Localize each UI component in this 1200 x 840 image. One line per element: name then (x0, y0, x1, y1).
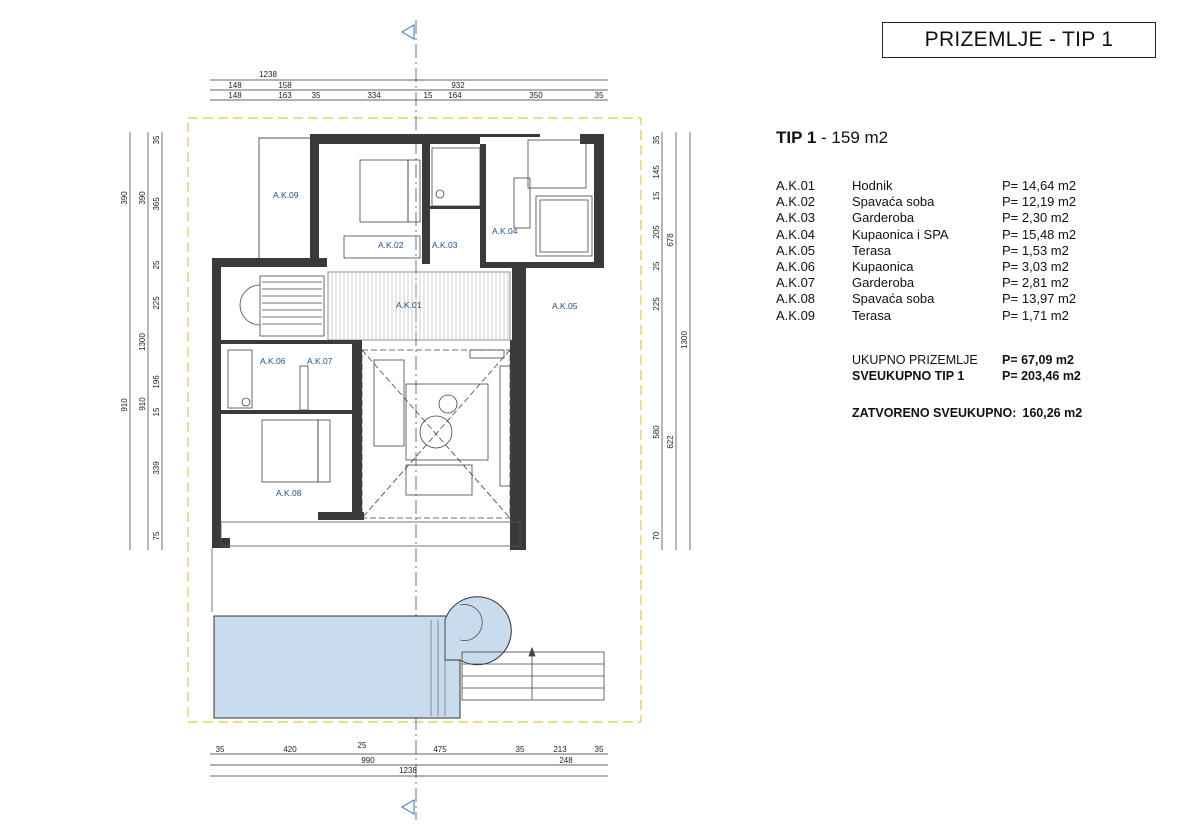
dim-left-inner-5: 196 (152, 375, 161, 389)
dim-top-total: 1238 (259, 70, 277, 79)
dim-bottom-r1-3: 25 (357, 741, 367, 750)
room-name: Terasa (852, 242, 892, 258)
dim-right-mid-2: 622 (666, 435, 675, 449)
dim-top-r3-2: 163 (278, 91, 292, 100)
label-ak03: A.K.03 (432, 240, 458, 250)
type-label: TIP 1 (776, 128, 817, 147)
terrace-ak09 (259, 138, 311, 262)
room-code: A.K.06 (776, 258, 816, 274)
dim-top-r2-3: 932 (451, 81, 465, 90)
label-ak02: A.K.02 (378, 240, 404, 250)
room-code: A.K.07 (776, 275, 816, 291)
dim-bottom-r2-2: 248 (559, 756, 573, 765)
room-row (776, 291, 1176, 307)
dim-right-inner-1: 35 (652, 135, 661, 145)
dim-top-r2-2: 158 (278, 81, 292, 90)
room-code: A.K.09 (776, 307, 816, 323)
room-row (776, 243, 1176, 259)
label-ak04: A.K.04 (492, 226, 518, 236)
dim-left-inner-3: 25 (152, 260, 161, 270)
dim-left-inner-4: 225 (152, 296, 161, 310)
dim-right-inner-2: 145 (652, 165, 661, 179)
dim-left-mid-2: 1300 (138, 333, 147, 351)
room-row (776, 210, 1176, 226)
label-ak09: A.K.09 (273, 190, 299, 200)
room-area: P= 15,48 m2 (1002, 226, 1077, 242)
staircase (240, 276, 324, 336)
label-ak06: A.K.06 (260, 356, 286, 366)
dim-left-inner-8: 75 (152, 531, 161, 541)
room-row (776, 194, 1176, 210)
dim-top-r3-5: 15 (423, 91, 433, 100)
room-row (776, 275, 1176, 291)
dim-right-outer-1: 1300 (680, 331, 689, 349)
dim-right-mid-1: 678 (666, 233, 675, 247)
room-row (776, 178, 1176, 194)
room-name: Garderoba (852, 210, 915, 226)
room-name: Terasa (852, 307, 892, 323)
dim-top-r2-1: 148 (228, 81, 242, 90)
closed-total-value: 160,26 m2 (1022, 406, 1083, 421)
room-area: P= 12,19 m2 (1002, 194, 1077, 210)
room-area: P= 1,53 m2 (1002, 242, 1069, 258)
label-ak05: A.K.05 (552, 301, 578, 311)
dim-bottom-r1-5: 35 (515, 745, 525, 754)
dim-bottom-r1-7: 35 (594, 745, 604, 754)
dim-top-r3-8: 35 (594, 91, 604, 100)
dim-right-inner-6: 225 (652, 297, 661, 311)
dim-left-inner-6: 15 (152, 407, 161, 417)
room-name: Spavaća soba (852, 291, 935, 307)
totals (776, 352, 1176, 384)
label-ak08: A.K.08 (276, 488, 302, 498)
area-legend (776, 128, 1176, 420)
dim-left-mid-3: 390 (138, 191, 147, 205)
room-code: A.K.08 (776, 291, 816, 307)
dim-top-r3-7: 350 (529, 91, 543, 100)
room-code: A.K.03 (776, 210, 816, 226)
room-name: Spavaća soba (852, 194, 935, 210)
dim-bottom-r1-4: 475 (433, 745, 447, 754)
dim-top-r3-3: 35 (311, 91, 321, 100)
room-area: P= 2,30 m2 (1002, 210, 1069, 226)
room-name: Hodnik (852, 178, 893, 193)
dim-right-inner-3: 15 (652, 191, 661, 201)
closed-total-label: ZATVORENO SVEUKUPNO: (852, 406, 1017, 421)
room-area: P= 3,03 m2 (1002, 258, 1069, 274)
living-area (362, 350, 512, 518)
room-area: P= 2,81 m2 (1002, 275, 1069, 291)
type-heading (776, 128, 1176, 148)
room-area: P= 14,64 m2 (1002, 178, 1077, 193)
dim-left-inner-2: 365 (152, 197, 161, 211)
dim-bottom-r1-2: 420 (283, 745, 297, 754)
dim-left-outer-1: 910 (120, 398, 129, 412)
room-name: Kupaonica i SPA (852, 226, 949, 242)
dim-left-inner-1: 35 (152, 135, 161, 145)
room-code: A.K.02 (776, 194, 816, 210)
dim-right-inner-8: 70 (652, 531, 661, 541)
dim-right-inner-5: 25 (652, 261, 661, 271)
label-ak07: A.K.07 (307, 356, 333, 366)
dim-top-r3-1: 148 (228, 91, 242, 100)
bath-fixtures (432, 140, 592, 256)
section-marker-top (402, 25, 414, 39)
room-area: P= 1,71 m2 (1002, 307, 1069, 323)
dim-right-inner-4: 205 (652, 225, 661, 239)
closed-total (852, 406, 1176, 420)
room-code: A.K.04 (776, 226, 816, 242)
room-name: Garderoba (852, 275, 915, 291)
dim-right-inner-7: 580 (652, 425, 661, 439)
dim-top-r3-4: 334 (367, 91, 381, 100)
room-row (776, 308, 1176, 324)
room-list (776, 178, 1176, 324)
ground-total-label: UKUPNO PRIZEMLJE (852, 352, 978, 367)
room-code: A.K.05 (776, 242, 816, 258)
ground-total-value: P= 67,09 m2 (1002, 352, 1074, 367)
dim-left-mid-1: 390 (120, 191, 129, 205)
type-area: - 159 m2 (816, 128, 889, 147)
room-name: Kupaonica (852, 258, 914, 274)
grand-total-label: SVEUKUPNO TIP 1 (852, 368, 965, 383)
room-row (776, 227, 1176, 243)
dim-bottom-total: 1238 (399, 766, 417, 775)
room-code: A.K.01 (776, 178, 816, 193)
bed-ak08 (228, 350, 330, 482)
sheet-title: PRIZEMLJE - TIP 1 (882, 22, 1156, 58)
dim-bottom-r1-6: 213 (553, 745, 567, 754)
dim-top-r3-6: 164 (448, 91, 462, 100)
dim-left-inner-7: 339 (152, 461, 161, 475)
label-ak01: A.K.01 (396, 300, 422, 310)
dim-bottom-r1-1: 35 (215, 745, 225, 754)
room-area: P= 13,97 m2 (1002, 291, 1077, 307)
room-row (776, 259, 1176, 275)
dim-left-mid-4: 910 (138, 397, 147, 411)
grand-total-value: P= 203,46 m2 (1002, 368, 1081, 383)
section-marker-bottom (402, 800, 414, 814)
dim-bottom-r2-1: 990 (361, 756, 375, 765)
